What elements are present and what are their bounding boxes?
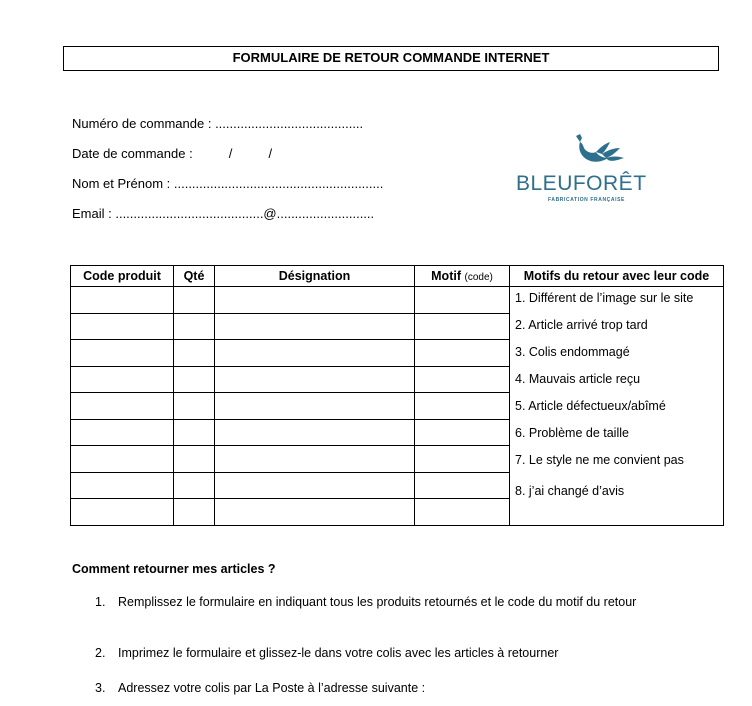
code-cell[interactable]: [71, 499, 174, 526]
designation-cell[interactable]: [215, 472, 415, 499]
brand-tagline: FABRICATION FRANÇAISE: [548, 197, 625, 203]
code-cell[interactable]: [71, 419, 174, 446]
designation-cell[interactable]: [215, 419, 415, 446]
motif-cell[interactable]: [415, 472, 510, 499]
qty-cell[interactable]: [174, 313, 215, 340]
reason-item: 2. Article arrivé trop tard: [515, 318, 648, 332]
qty-cell[interactable]: [174, 287, 215, 314]
motif-cell[interactable]: [415, 419, 510, 446]
header-motif-small: (code): [464, 272, 493, 283]
motif-cell[interactable]: [415, 313, 510, 340]
step-item: [95, 680, 648, 697]
header-motif-label: Motif: [431, 269, 461, 283]
reasons-cell: [510, 287, 724, 526]
step-item: [95, 594, 648, 611]
name-field[interactable]: Nom et Prénom : ..........................................................: [72, 176, 384, 191]
motif-cell[interactable]: [415, 393, 510, 420]
order-number-field[interactable]: Numéro de commande : .........................................: [72, 116, 364, 131]
qty-cell[interactable]: [174, 340, 215, 367]
code-cell[interactable]: [71, 366, 174, 393]
table-row: [71, 287, 724, 314]
code-cell[interactable]: [71, 313, 174, 340]
header-designation: Désignation: [215, 266, 415, 287]
designation-cell[interactable]: [215, 287, 415, 314]
motif-cell[interactable]: [415, 366, 510, 393]
bird-icon: [568, 132, 628, 172]
header-qty: Qté: [174, 266, 215, 287]
step-number: 1.: [95, 595, 106, 609]
reason-item: 1. Différent de l’image sur le site: [515, 291, 694, 305]
code-cell[interactable]: [71, 393, 174, 420]
designation-cell[interactable]: [215, 393, 415, 420]
howto-title: Comment retourner mes articles ?: [72, 562, 276, 576]
return-table: [70, 265, 724, 526]
reason-item: 4. Mauvais article reçu: [515, 372, 641, 386]
header-motif: [415, 266, 510, 287]
header-code: Code produit: [71, 266, 174, 287]
motif-cell[interactable]: [415, 499, 510, 526]
code-cell[interactable]: [71, 287, 174, 314]
code-cell[interactable]: [71, 446, 174, 473]
designation-cell[interactable]: [215, 340, 415, 367]
code-cell[interactable]: [71, 472, 174, 499]
qty-cell[interactable]: [174, 472, 215, 499]
reason-item: 5. Article défectueux/abîmé: [515, 399, 666, 413]
reason-item: 6. Problème de taille: [515, 426, 629, 440]
designation-cell[interactable]: [215, 446, 415, 473]
order-date-field[interactable]: Date de commande : / /: [72, 146, 273, 161]
qty-cell[interactable]: [174, 393, 215, 420]
reason-item: 8. j’ai changé d’avis: [515, 484, 625, 498]
code-cell[interactable]: [71, 340, 174, 367]
qty-cell[interactable]: [174, 446, 215, 473]
reason-item: 3. Colis endommagé: [515, 345, 630, 359]
bleuforet-logo: [516, 132, 676, 212]
header-reasons: Motifs du retour avec leur code: [510, 266, 724, 287]
step-text: Remplissez le formulaire en indiquant tous les produits retournés et le code du motif du retour: [118, 595, 637, 609]
motif-cell[interactable]: [415, 446, 510, 473]
step-number: 2.: [95, 646, 106, 660]
step-text: Imprimez le formulaire et glissez-le dans votre colis avec les articles à retourner: [118, 646, 559, 660]
qty-cell[interactable]: [174, 366, 215, 393]
qty-cell[interactable]: [174, 419, 215, 446]
motif-cell[interactable]: [415, 340, 510, 367]
step-text: Adressez votre colis par La Poste à l’adresse suivante :: [118, 681, 426, 695]
email-field[interactable]: Email : .........................................@...........................: [72, 206, 375, 221]
step-item: [95, 645, 648, 662]
table-header-row: [71, 266, 724, 287]
designation-cell[interactable]: [215, 313, 415, 340]
brand-name: BLEUFORÊT: [516, 172, 647, 195]
motif-cell[interactable]: [415, 287, 510, 314]
qty-cell[interactable]: [174, 499, 215, 526]
reason-item: 7. Le style ne me convient pas: [515, 453, 684, 467]
designation-cell[interactable]: [215, 366, 415, 393]
step-number: 3.: [95, 681, 106, 695]
form-title: FORMULAIRE DE RETOUR COMMANDE INTERNET: [63, 46, 719, 71]
designation-cell[interactable]: [215, 499, 415, 526]
